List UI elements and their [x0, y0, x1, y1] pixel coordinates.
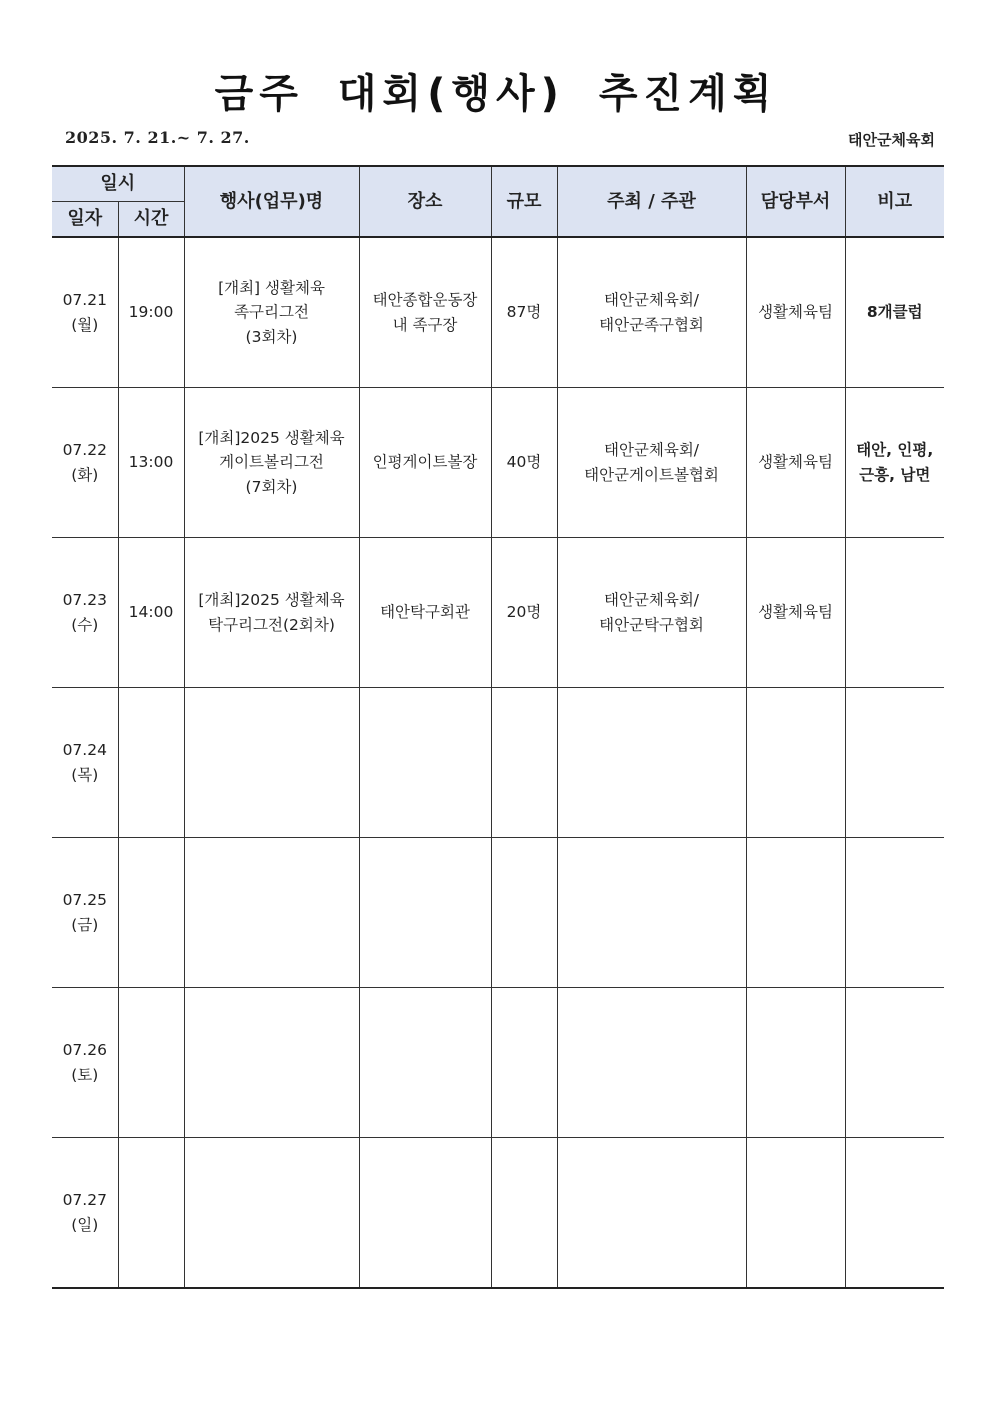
note-line: 태안, 인평,	[856, 441, 934, 460]
date-text: 07.26	[62, 1041, 107, 1060]
location-cell	[359, 538, 491, 688]
location-line: 태안탁구회관	[380, 603, 470, 622]
date-text: 07.25	[62, 891, 107, 910]
weekday-text: (토)	[71, 1065, 99, 1084]
event-cell	[184, 388, 359, 538]
date-range: 2025. 7. 21.~ 7. 27.	[65, 128, 250, 147]
scale-cell	[491, 237, 557, 388]
host-cell	[557, 688, 746, 838]
host-line: 태안군체육회/	[603, 441, 700, 460]
date-cell	[52, 838, 118, 988]
header-time: 시간	[118, 202, 184, 238]
event-line: (3회차)	[245, 327, 298, 346]
time-text: 14:00	[128, 603, 174, 622]
event-line: 게이트볼리그전	[219, 453, 324, 472]
header-note: 비고	[845, 166, 944, 237]
note-line: 8개클럽	[866, 303, 923, 322]
header-scale: 규모	[491, 166, 557, 237]
date-cell	[52, 1138, 118, 1289]
host-line: 태안군체육회/	[603, 591, 700, 610]
event-line: [개최]2025 생활체육	[198, 429, 345, 448]
note-cell	[845, 388, 944, 538]
table-row	[52, 388, 944, 538]
host-cell	[557, 538, 746, 688]
weekday-text: (목)	[71, 765, 99, 784]
department-cell	[746, 988, 845, 1138]
host-cell	[557, 838, 746, 988]
event-plan-table	[52, 165, 944, 1289]
weekday-text: (일)	[71, 1215, 99, 1234]
date-cell	[52, 538, 118, 688]
note-cell	[845, 988, 944, 1138]
header-host: 주최 / 주관	[557, 166, 746, 237]
weekday-text: (월)	[71, 315, 99, 334]
host-line: 태안군체육회/	[603, 291, 700, 310]
location-cell	[359, 1138, 491, 1289]
date-text: 07.24	[62, 741, 107, 760]
time-cell	[118, 838, 184, 988]
time-cell	[118, 237, 184, 388]
host-line: 태안군탁구협회	[599, 615, 704, 634]
event-cell	[184, 1138, 359, 1289]
host-cell	[557, 1138, 746, 1289]
event-line: [개최] 생활체육	[218, 279, 325, 298]
date-text: 07.22	[62, 441, 107, 460]
date-cell	[52, 388, 118, 538]
location-cell	[359, 688, 491, 838]
table-row	[52, 1138, 944, 1289]
event-line: 족구리그전	[234, 303, 309, 322]
note-cell	[845, 838, 944, 988]
table-row	[52, 688, 944, 838]
event-line: 탁구리그전(2회차)	[208, 615, 335, 634]
host-line: 태안군게이트볼협회	[584, 465, 719, 484]
event-cell	[184, 538, 359, 688]
table-body	[52, 237, 944, 1288]
department-cell	[746, 388, 845, 538]
host-line: 태안군족구협회	[599, 315, 704, 334]
department-cell	[746, 688, 845, 838]
note-cell	[845, 1138, 944, 1289]
time-cell	[118, 988, 184, 1138]
event-line: [개최]2025 생활체육	[198, 591, 345, 610]
weekday-text: (화)	[71, 465, 99, 484]
department-cell	[746, 237, 845, 388]
date-text: 07.27	[62, 1191, 107, 1210]
time-cell	[118, 1138, 184, 1289]
location-cell	[359, 838, 491, 988]
header-location: 장소	[359, 166, 491, 237]
location-cell	[359, 237, 491, 388]
event-cell	[184, 237, 359, 388]
note-cell	[845, 688, 944, 838]
page-title: 금주 대회(행사) 추진계획	[214, 71, 778, 117]
time-text: 13:00	[128, 453, 174, 472]
department-text: 생활체육팀	[758, 603, 833, 622]
scale-cell	[491, 388, 557, 538]
location-line: 태안종합운동장	[372, 291, 478, 310]
note-cell	[845, 538, 944, 688]
host-cell	[557, 988, 746, 1138]
location-cell	[359, 388, 491, 538]
event-line: (7회차)	[245, 477, 298, 496]
date-cell	[52, 988, 118, 1138]
scale-cell	[491, 538, 557, 688]
scale-cell	[491, 988, 557, 1138]
table-header	[52, 166, 944, 237]
organization-name: 태안군체육회	[848, 131, 935, 149]
department-cell	[746, 1138, 845, 1289]
note-line: 근흥, 남면	[859, 465, 931, 484]
scale-text: 20명	[506, 603, 542, 622]
table-row	[52, 838, 944, 988]
header-event-name: 행사(업무)명	[184, 166, 359, 237]
event-cell	[184, 688, 359, 838]
scale-cell	[491, 688, 557, 838]
time-cell	[118, 688, 184, 838]
event-cell	[184, 988, 359, 1138]
table-row	[52, 538, 944, 688]
department-text: 생활체육팀	[758, 303, 833, 322]
weekday-text: (수)	[71, 615, 99, 634]
date-cell	[52, 237, 118, 388]
host-cell	[557, 237, 746, 388]
date-cell	[52, 688, 118, 838]
host-cell	[557, 388, 746, 538]
header-date: 일자	[52, 202, 118, 238]
scale-text: 87명	[506, 303, 542, 322]
weekday-text: (금)	[71, 915, 99, 934]
location-cell	[359, 988, 491, 1138]
time-cell	[118, 388, 184, 538]
time-cell	[118, 538, 184, 688]
location-line: 내 족구장	[392, 315, 458, 334]
note-cell	[845, 237, 944, 388]
table-row	[52, 988, 944, 1138]
table-row	[52, 237, 944, 388]
event-cell	[184, 838, 359, 988]
scale-cell	[491, 838, 557, 988]
header-datetime: 일시	[52, 166, 184, 202]
scale-cell	[491, 1138, 557, 1289]
time-text: 19:00	[128, 303, 174, 322]
department-cell	[746, 538, 845, 688]
header-department: 담당부서	[746, 166, 845, 237]
location-line: 인평게이트볼장	[372, 453, 478, 472]
date-text: 07.21	[62, 291, 107, 310]
scale-text: 40명	[506, 453, 542, 472]
date-text: 07.23	[62, 591, 107, 610]
department-cell	[746, 838, 845, 988]
department-text: 생활체육팀	[758, 453, 833, 472]
